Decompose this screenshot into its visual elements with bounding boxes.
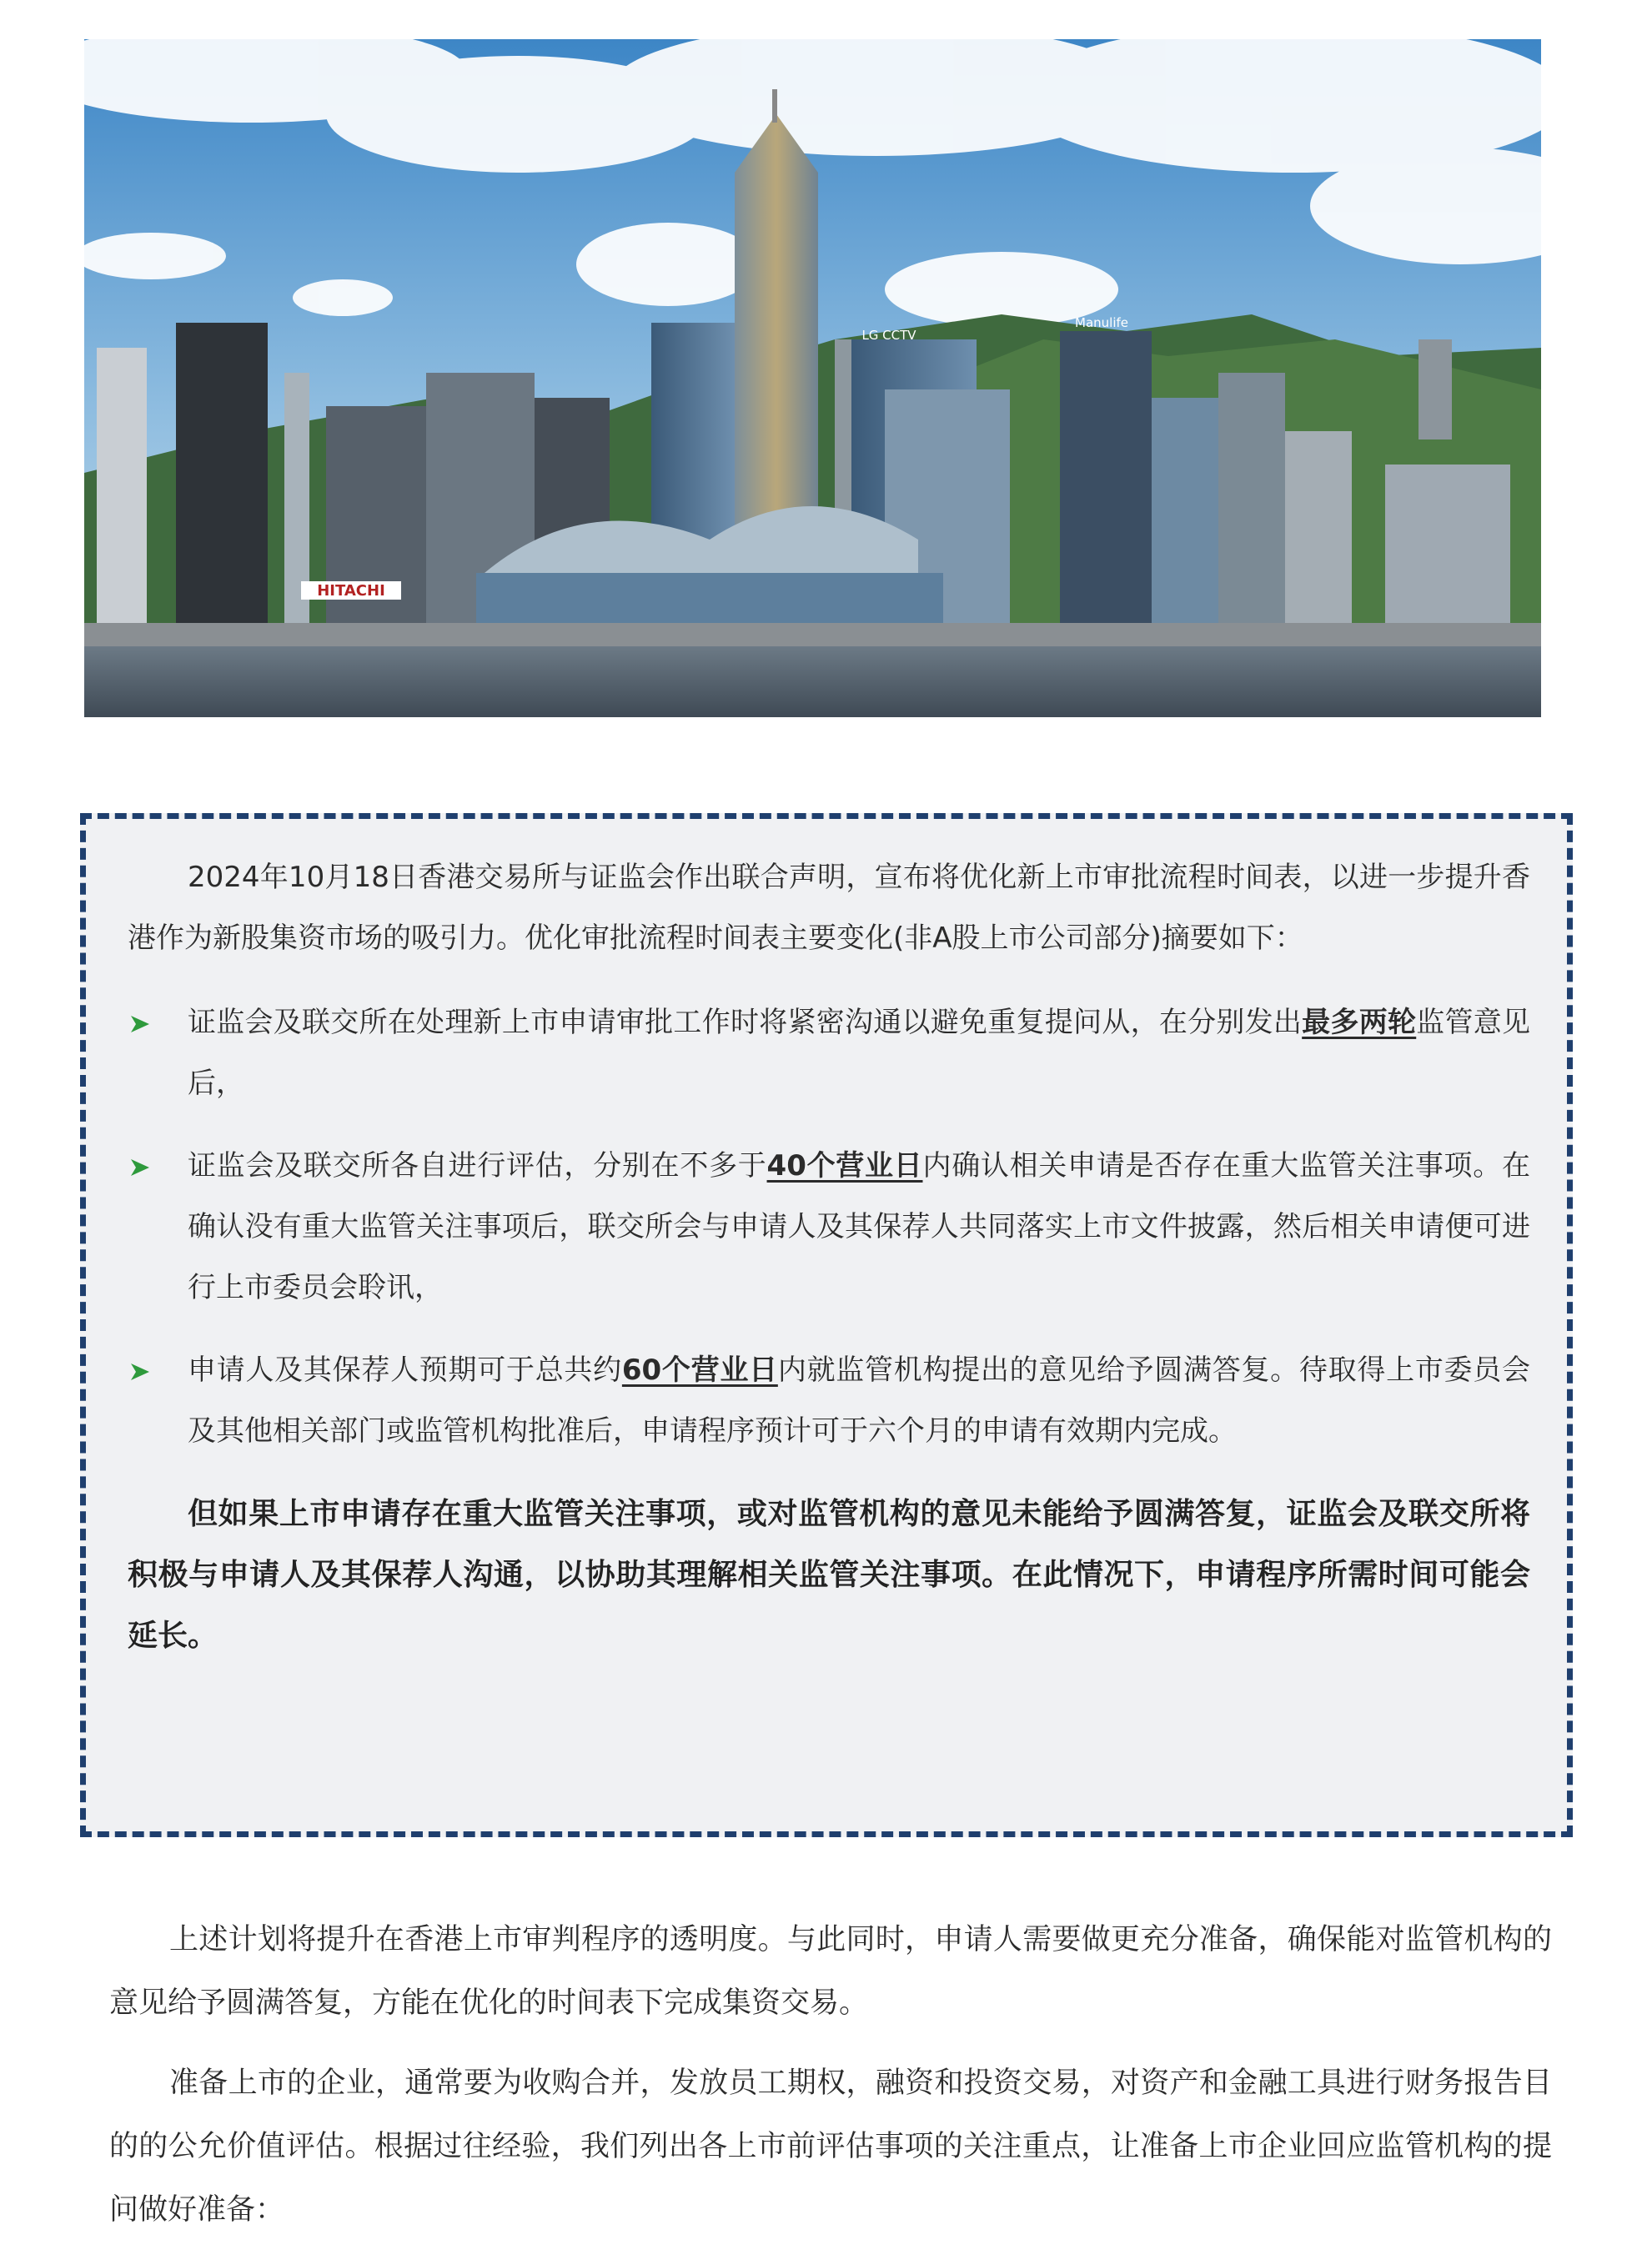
- summary-callout-box: [80, 813, 1573, 1837]
- list-item: [128, 1136, 1530, 1318]
- list-item-text: 证监会及联交所各自进行评估，分别在不多于40个营业日内确认相关申请是否存在重大监管关注事项。在确认没有重大监管关注事项后，联交所会与申请人及其保荐人共同落实上市文件披露，然后相关申请便可进行上市委员会聆讯，: [188, 1149, 1531, 1304]
- list-item: [128, 992, 1530, 1114]
- hero-image: [84, 39, 1541, 717]
- highlight-text: 最多两轮: [1302, 1006, 1417, 1039]
- sign-hitachi: HITACHI: [317, 582, 385, 600]
- callout-content: [128, 847, 1530, 1666]
- arrow-bullet-icon: [129, 1158, 151, 1178]
- arrow-bullet-icon: [129, 1014, 151, 1034]
- intro-paragraph: 2024年10月18日香港交易所与证监会作出联合声明，宣布将优化新上市审批流程时间表，以进一步提升香港作为新股集资市场的吸引力。优化审批流程时间表主要变化(非A股上市公司部分)摘要如下：: [128, 861, 1530, 955]
- skyline-illustration: [84, 39, 1541, 717]
- arrow-bullet-icon: [129, 1362, 151, 1382]
- list-item: [128, 1340, 1530, 1462]
- highlight-text: 40个营业日: [766, 1149, 923, 1183]
- sign-manulife: Manulife: [1075, 315, 1128, 330]
- highlight-text: 60个营业日: [621, 1353, 778, 1387]
- body-paragraph-1: [109, 1908, 1552, 2035]
- body-paragraph-2: [109, 2052, 1552, 2242]
- list-item-text: 申请人及其保荐人预期可于总共约60个营业日内就监管机构提出的意见给予圆满答复。待取得上市委员会及其他相关部门或监管机构批准后，申请程序预计可于六个月的申请有效期内完成。: [188, 1353, 1530, 1448]
- bold-note-paragraph: 但如果上市申请存在重大监管关注事项，或对监管机构的意见未能给予圆满答复，证监会及联交所将积极与申请人及其保荐人沟通，以协助其理解相关监管关注事项。在此情况下，申请程序所需时间可能会延长。: [128, 1497, 1530, 1653]
- change-list: [128, 992, 1530, 1462]
- sign-lg: LG CCTV: [861, 328, 916, 343]
- paragraph-text: 上述计划将提升在香港上市审判程序的透明度。与此同时，申请人需要做更充分准备，确保能对监管机构的意见给予圆满答复，方能在优化的时间表下完成集资交易。: [109, 1923, 1552, 2020]
- list-item-text: 证监会及联交所在处理新上市申请审批工作时将紧密沟通以避免重复提问从，在分别发出最多两轮监管意见后，: [188, 1006, 1531, 1100]
- paragraph-text: 准备上市的企业，通常要为收购合并，发放员工期权，融资和投资交易，对资产和金融工具进行财务报告目的的公允价值评估。根据过往经验，我们列出各上市前评估事项的关注重点，让准备上市企业回应监管机构的提问做好准备：: [109, 2067, 1552, 2227]
